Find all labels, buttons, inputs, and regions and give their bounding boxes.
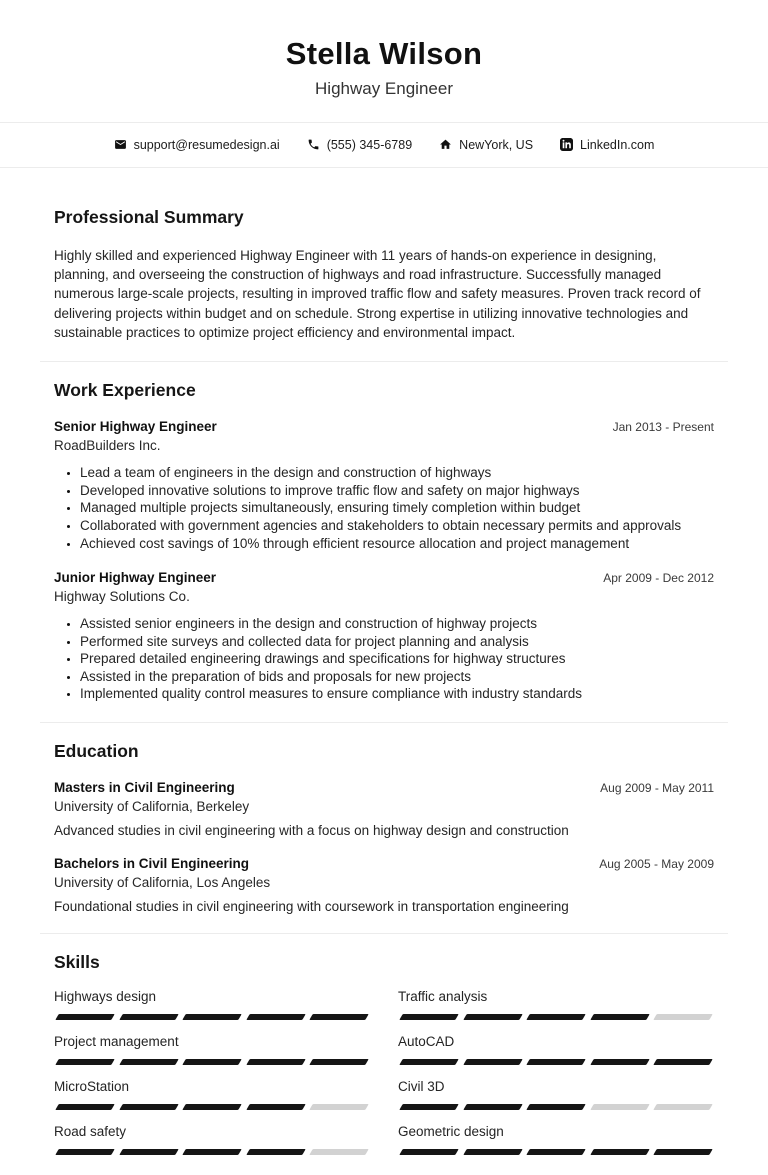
skill-segment-filled	[246, 1014, 305, 1020]
skill-level-bar	[54, 1149, 370, 1155]
job-entry-head	[54, 419, 714, 434]
education-entry-head	[54, 856, 714, 871]
job-bullet: • Assisted senior engineers in the design and construction of highway projects	[80, 615, 714, 633]
education-dates: Aug 2009 - May 2011	[600, 781, 714, 796]
skill-segment-filled	[119, 1149, 178, 1155]
resume-body	[0, 207, 768, 1175]
skill-segment-filled	[463, 1059, 522, 1065]
job-title: Junior Highway Engineer	[54, 570, 217, 586]
contact-bar	[0, 122, 768, 168]
skill-segment-filled	[654, 1059, 713, 1065]
skill-segment-filled	[590, 1014, 649, 1020]
skill-segment-filled	[119, 1059, 178, 1065]
job-bullet: • Implemented quality control measures to ensure compliance with industry standards	[80, 685, 714, 703]
skill-name: MicroStation	[54, 1079, 130, 1095]
phone-icon	[307, 138, 320, 151]
education-degree: Masters in Civil Engineering	[54, 780, 235, 796]
education-entry	[54, 856, 714, 914]
jobs-list	[54, 419, 714, 703]
skill-segment-empty	[590, 1104, 649, 1110]
skill-segment-filled	[526, 1014, 585, 1020]
skill-name: Geometric design	[398, 1124, 504, 1140]
job-dates: Apr 2009 - Dec 2012	[603, 571, 714, 586]
skill-segment-filled	[182, 1149, 241, 1155]
job-entry	[54, 570, 714, 703]
job-title: Senior Highway Engineer	[54, 419, 217, 435]
skill-name: AutoCAD	[398, 1034, 455, 1050]
job-company: Highway Solutions Co.	[54, 589, 190, 605]
education-entry	[54, 780, 714, 838]
job-bullet: • Performed site surveys and collected data for project planning and analysis	[80, 633, 714, 651]
skill-segment-filled	[463, 1104, 522, 1110]
contact-email-text: support@resumedesign.ai	[133, 137, 280, 152]
education-entry-head	[54, 780, 714, 795]
skills-heading: Skills	[54, 952, 100, 973]
skill-name: Traffic analysis	[398, 989, 488, 1005]
skill-item	[54, 1124, 370, 1155]
education-heading: Education	[54, 741, 139, 762]
education-dates: Aug 2005 - May 2009	[599, 857, 714, 872]
job-dates: Jan 2013 - Present	[612, 420, 714, 435]
contact-linkedin-text: LinkedIn.com	[580, 137, 655, 152]
education-list	[54, 780, 714, 914]
job-bullet: • Developed innovative solutions to improve traffic flow and safety on major highways	[80, 482, 714, 500]
job-bullet: • Assisted in the preparation of bids and proposals for new projects	[80, 668, 714, 686]
skill-segment-filled	[399, 1149, 458, 1155]
resume-header	[0, 0, 768, 99]
section-work-experience	[54, 380, 714, 703]
skill-item	[398, 1124, 714, 1155]
skill-segment-filled	[399, 1059, 458, 1065]
skill-level-bar	[54, 1104, 370, 1110]
skill-level-bar	[398, 1059, 714, 1065]
contact-email	[114, 138, 280, 152]
education-school: University of California, Berkeley	[54, 799, 250, 815]
contact-location-text: NewYork, US	[459, 137, 534, 152]
skill-segment-filled	[526, 1059, 585, 1065]
contact-phone-text: (555) 345-6789	[326, 137, 413, 152]
skill-segment-filled	[55, 1014, 114, 1020]
skill-segment-filled	[399, 1014, 458, 1020]
job-bullet: • Lead a team of engineers in the design and construction of highways	[80, 464, 714, 482]
education-description: Advanced studies in civil engineering with a focus on highway design and construction	[54, 823, 569, 839]
skill-segment-filled	[55, 1059, 114, 1065]
job-bullets	[54, 464, 714, 552]
skill-name: Road safety	[54, 1124, 127, 1140]
section-divider	[40, 361, 728, 362]
person-job-title: Highway Engineer	[315, 78, 453, 98]
skill-segment-filled	[119, 1104, 178, 1110]
skill-segment-filled	[119, 1014, 178, 1020]
section-professional-summary	[54, 207, 714, 342]
summary-heading: Professional Summary	[54, 206, 244, 227]
home-icon	[439, 138, 452, 151]
linkedin-icon	[560, 138, 573, 151]
person-name: Stella Wilson	[285, 36, 483, 71]
skill-name: Highways design	[54, 989, 157, 1005]
education-degree: Bachelors in Civil Engineering	[54, 856, 250, 872]
skill-segment-filled	[182, 1014, 241, 1020]
education-description: Foundational studies in civil engineering with coursework in transportation engineering	[54, 899, 569, 915]
section-divider	[40, 933, 728, 934]
job-bullets	[54, 615, 714, 703]
section-divider	[40, 722, 728, 723]
skill-name: Civil 3D	[398, 1079, 445, 1095]
job-bullet: • Managed multiple projects simultaneously, ensuring timely completion within budget	[80, 499, 714, 517]
skill-item	[398, 989, 714, 1020]
skill-item	[54, 1079, 370, 1110]
skill-item	[398, 1034, 714, 1065]
skill-item	[54, 989, 370, 1020]
skill-segment-filled	[463, 1014, 522, 1020]
education-school: University of California, Los Angeles	[54, 875, 271, 891]
skill-level-bar	[398, 1149, 714, 1155]
contact-linkedin	[560, 138, 654, 152]
skill-segment-filled	[654, 1149, 713, 1155]
contact-phone	[307, 138, 412, 152]
job-company: RoadBuilders Inc.	[54, 438, 161, 454]
skills-grid	[54, 989, 714, 1155]
skill-segment-filled	[310, 1014, 369, 1020]
skill-item	[54, 1034, 370, 1065]
skill-level-bar	[398, 1014, 714, 1020]
section-skills	[54, 952, 714, 1155]
skill-segment-filled	[590, 1149, 649, 1155]
skill-level-bar	[398, 1104, 714, 1110]
skill-level-bar	[54, 1014, 370, 1020]
skill-name: Project management	[54, 1034, 179, 1050]
skill-segment-filled	[246, 1149, 305, 1155]
skill-segment-filled	[246, 1059, 305, 1065]
job-bullet: • Collaborated with government agencies and stakeholders to obtain necessary permits and approvals	[80, 517, 714, 535]
skill-segment-filled	[246, 1104, 305, 1110]
summary-text: Highly skilled and experienced Highway Engineer with 11 years of hands-on experience in designing, planning, and overseeing the construction of highways and road infrastructure. Successfully managed numerous large-scale projects, resulting in improved traffic flow and safety measures. Proven track record of delivering projects within budget and on schedule. Strong expertise in utilizing innovative technologies and sustainable practices to optimize project efficiency and environmental impact.	[54, 247, 701, 340]
skill-segment-filled	[399, 1104, 458, 1110]
skill-segment-filled	[55, 1149, 114, 1155]
skill-segment-filled	[590, 1059, 649, 1065]
job-entry-head	[54, 570, 714, 585]
job-bullet: • Achieved cost savings of 10% through efficient resource allocation and project management	[80, 535, 714, 553]
job-entry	[54, 419, 714, 552]
skill-segment-empty	[654, 1104, 713, 1110]
skill-segment-filled	[182, 1104, 241, 1110]
skill-item	[398, 1079, 714, 1110]
skill-level-bar	[54, 1059, 370, 1065]
job-bullet: • Prepared detailed engineering drawings and specifications for highway structures	[80, 650, 714, 668]
contact-location	[439, 138, 533, 152]
skill-segment-filled	[526, 1104, 585, 1110]
skill-segment-filled	[526, 1149, 585, 1155]
skill-segment-empty	[310, 1104, 369, 1110]
experience-heading: Work Experience	[54, 380, 196, 401]
skill-segment-empty	[310, 1149, 369, 1155]
section-education	[54, 741, 714, 914]
skill-segment-empty	[654, 1014, 713, 1020]
skill-segment-filled	[310, 1059, 369, 1065]
skill-segment-filled	[182, 1059, 241, 1065]
skill-segment-filled	[463, 1149, 522, 1155]
envelope-icon	[114, 138, 127, 151]
skill-segment-filled	[55, 1104, 114, 1110]
